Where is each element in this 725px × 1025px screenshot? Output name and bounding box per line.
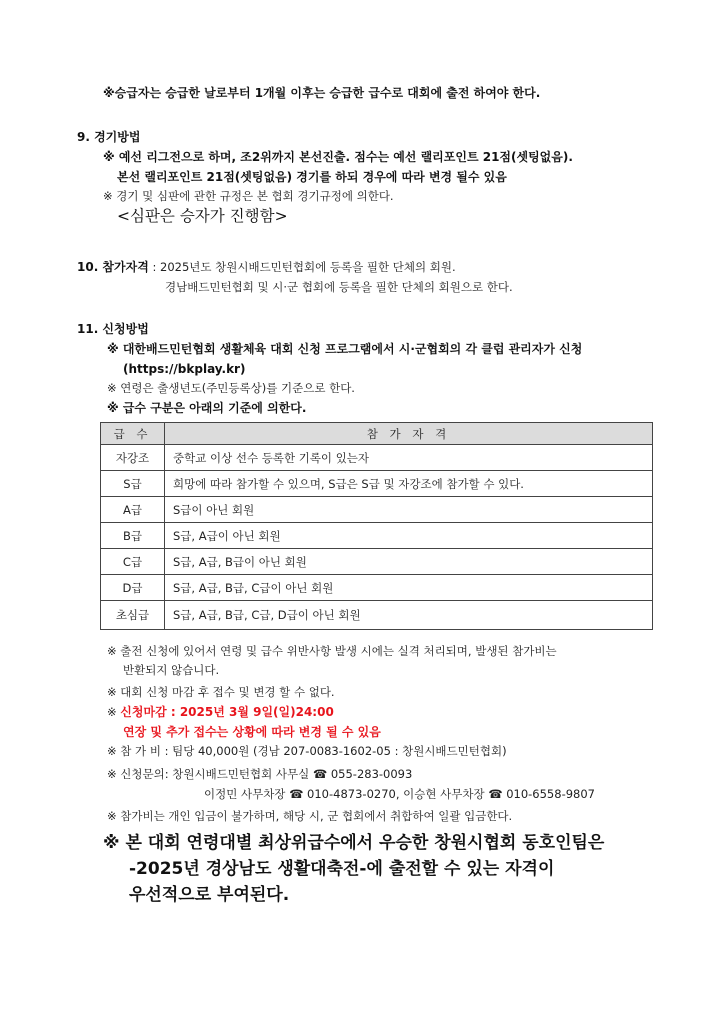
section-9-title: 9. 경기방법 <box>77 130 141 144</box>
final-note-line-1: ※ 본 대회 연령대별 최상위급수에서 우승한 창원시협회 동호인팀은 <box>103 833 605 853</box>
note-fee: ※ 참 가 비 : 팀당 40,000원 (경남 207-0083-1602-05 : 창원시배드민턴협회) <box>107 744 507 758</box>
grade-cell: B급 <box>101 523 165 549</box>
qualification-cell: 중학교 이상 선수 등록한 기록이 있는자 <box>165 445 653 471</box>
note-deadline-prefix: ※ <box>107 705 121 719</box>
table-row <box>101 575 653 601</box>
table-row <box>101 471 653 497</box>
table-row <box>101 523 653 549</box>
note-payment: ※ 참가비는 개인 입금이 불가하며, 해당 시, 군 협회에서 취합하여 일괄 입금한다. <box>107 809 513 823</box>
section-9-line-3: ※ 경기 및 심판에 관한 규정은 본 협회 경기규정에 의한다. <box>103 189 394 203</box>
deadline-text: 신청마감 : 2025년 3월 9일(일)24:00 <box>120 705 334 719</box>
section-11-line-1: ※ 대한배드민턴협회 생활체육 대회 신청 프로그램에서 시·군협회의 각 클럽 관리자가 신청 <box>107 342 583 356</box>
section-10 <box>77 259 456 275</box>
grade-cell: 자강조 <box>101 445 165 471</box>
note-inquiry-contacts: 이정민 사무차장 ☎ 010-4873-0270, 이승현 사무차장 ☎ 010-6558-9807 <box>204 787 595 801</box>
grade-cell: S급 <box>101 471 165 497</box>
note-deadline <box>107 704 334 720</box>
qualification-cell: S급, A급, B급이 아닌 회원 <box>165 549 653 575</box>
table-row <box>101 497 653 523</box>
qualification-cell: S급, A급, B급, C급, D급이 아닌 회원 <box>165 601 653 630</box>
table-header-qualification: 참 가 자 격 <box>165 423 653 445</box>
final-note-line-3: 우선적으로 부여된다. <box>129 885 290 905</box>
section-10-line-1: : 2025년도 창원시배드민턴협회에 등록을 필한 단체의 회원. <box>148 260 456 274</box>
table-row <box>101 601 653 630</box>
qualification-cell: S급이 아닌 회원 <box>165 497 653 523</box>
table-row <box>101 549 653 575</box>
grade-cell: 초심급 <box>101 601 165 630</box>
qualification-cell: 희망에 따라 참가할 수 있으며, S급은 S급 및 자강조에 참가할 수 있다. <box>165 471 653 497</box>
section-11-line-3: ※ 연령은 출생년도(주민등록상)를 기준으로 한다. <box>107 381 355 395</box>
section-10-line-2: 경남배드민턴협회 및 시·군 협회에 등록을 필한 단체의 회원으로 한다. <box>165 280 513 294</box>
table-header-row <box>101 423 653 445</box>
table-header-grade: 급 수 <box>101 423 165 445</box>
grade-cell: C급 <box>101 549 165 575</box>
section-9-line-2: 본선 랠리포인트 21점(셋팅없음) 경기를 하되 경우에 따라 변경 될수 있음 <box>117 170 507 184</box>
section-11-line-4: ※ 급수 구분은 아래의 기준에 의한다. <box>107 401 307 415</box>
note-inquiry: ※ 신청문의: 창원시배드민턴협회 사무실 ☎ 055-283-0093 <box>107 767 413 781</box>
note-no-change: ※ 대회 신청 마감 후 접수 및 변경 할 수 없다. <box>107 685 335 699</box>
section-9-line-1: ※ 예선 리그전으로 하며, 조2위까지 본선진출. 점수는 예선 랠리포인트 21점(셋팅없음). <box>103 150 573 164</box>
grade-cell: A급 <box>101 497 165 523</box>
grade-table <box>100 422 653 630</box>
qualification-cell: S급, A급, B급, C급이 아닌 회원 <box>165 575 653 601</box>
note-violation-cont: 반환되지 않습니다. <box>123 663 220 677</box>
grade-cell: D급 <box>101 575 165 601</box>
qualification-cell: S급, A급이 아닌 회원 <box>165 523 653 549</box>
table-row <box>101 445 653 471</box>
section-11-title: 11. 신청방법 <box>77 322 149 336</box>
section-11-url: (https://bkplay.kr) <box>123 362 246 376</box>
section-9-referee-note: <심판은 승자가 진행함> <box>117 207 288 225</box>
section-10-label: 10. 참가자격 <box>77 260 149 274</box>
deadline-extension-note: 연장 및 추가 접수는 상황에 따라 변경 될 수 있음 <box>123 725 381 739</box>
note-violation: ※ 출전 신청에 있어서 연령 및 급수 위반사항 발생 시에는 실격 처리되며, 발생된 참가비는 <box>107 644 557 658</box>
final-note-line-2: -2025년 경상남도 생활대축전-에 출전할 수 있는 자격이 <box>129 859 555 879</box>
promotion-note: ※승급자는 승급한 날로부터 1개월 이후는 승급한 급수로 대회에 출전 하여야 한다. <box>103 86 541 100</box>
